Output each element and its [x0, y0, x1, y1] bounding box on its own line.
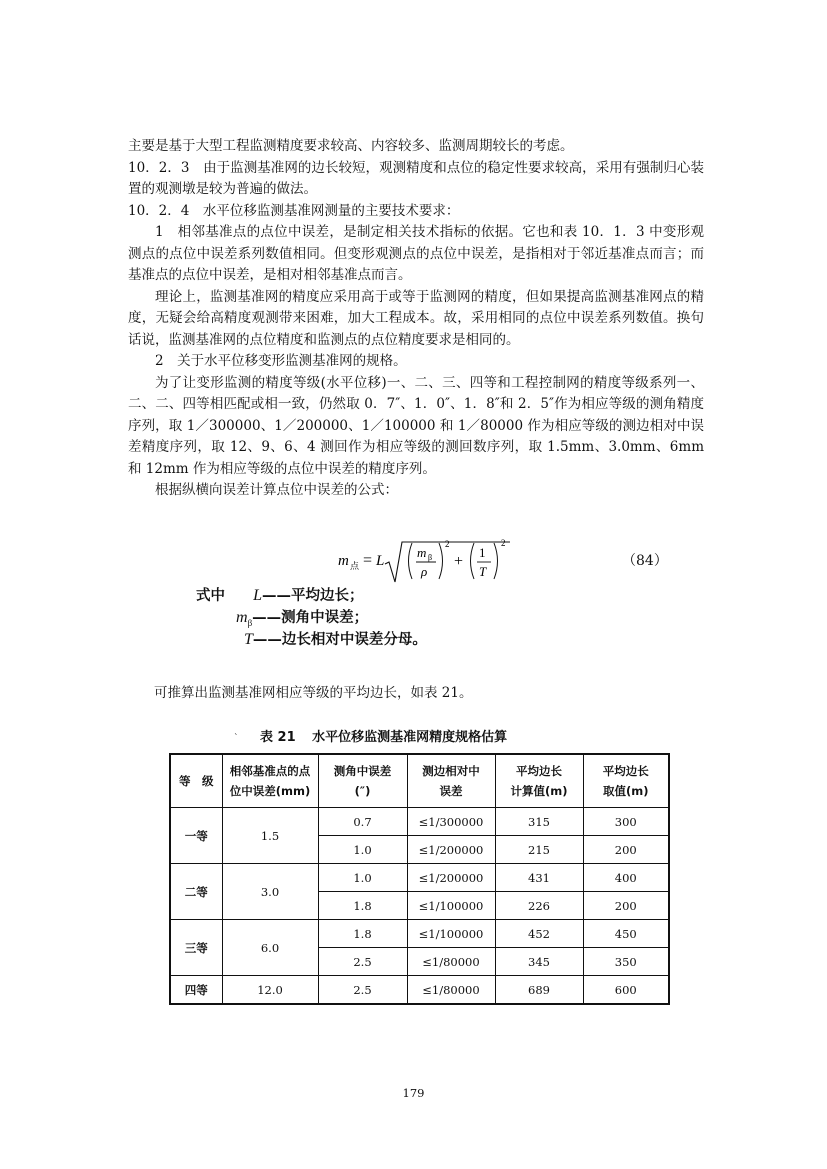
cell-point-error: 1.5 [222, 808, 318, 864]
cell-angle: 1.8 [318, 892, 407, 920]
paren-close-1 [439, 543, 443, 579]
definition-symbol-sub: β [247, 617, 253, 628]
cell-angle: 1.8 [318, 920, 407, 948]
paren-open-2 [471, 543, 475, 579]
table-row [170, 808, 669, 836]
definition-desc: ——测角中误差； [252, 610, 369, 626]
formula-exponent-1: 2 [445, 539, 450, 549]
cell-calc: 226 [495, 892, 583, 920]
definition-desc: ——边长相对中误差分母。 [252, 632, 427, 648]
table-caption-title: 水平位移监测基准网精度规格估算 [312, 730, 508, 745]
precision-spec-table [169, 753, 670, 1005]
cell-grade: 二等 [170, 864, 222, 920]
definition-row-l [196, 585, 427, 607]
formula-frac2-den: T [479, 564, 487, 579]
definition-symbol: L [253, 587, 263, 604]
cell-side: ≤1/100000 [407, 892, 495, 920]
table-row [170, 976, 669, 1005]
page-number: 179 [402, 1086, 425, 1100]
formula-frac1-num: m [417, 545, 427, 560]
paragraph-2: 10．2．3 由于监测基准网的边长较短，观测精度和点位的稳定性要求较高，采用有强制归心装置的观测墩是较为普遍的做法。 [128, 159, 704, 197]
definition-symbol: m [236, 609, 248, 626]
formula-factor-l: L [376, 553, 385, 569]
header-side-error: 测边相对中 误差 [407, 754, 495, 808]
cell-angle: 1.0 [318, 836, 407, 864]
cell-calc: 345 [495, 948, 583, 976]
cell-point-error: 12.0 [222, 976, 318, 1005]
definition-symbol: T [244, 631, 253, 648]
formula-exponent-2: 2 [501, 538, 506, 548]
header-angle-error: 测角中误差 (″) [318, 754, 407, 808]
cell-side: ≤1/80000 [407, 976, 495, 1005]
cell-side: ≤1/300000 [407, 808, 495, 836]
formula-lhs-subscript: 点 [350, 561, 360, 571]
cell-side: ≤1/100000 [407, 920, 495, 948]
cell-angle: 2.5 [318, 948, 407, 976]
formula-frac2-num: 1 [479, 545, 486, 560]
cell-calc: 215 [495, 836, 583, 864]
definition-desc: ——平均边长； [262, 588, 364, 604]
cell-side: ≤1/200000 [407, 836, 495, 864]
table-caption [260, 726, 600, 745]
cell-taken: 200 [583, 836, 669, 864]
formula-graphic [328, 538, 528, 586]
cell-taken: 300 [583, 808, 669, 836]
equation-number: （84） [622, 553, 668, 569]
cell-angle: 1.0 [318, 864, 407, 892]
definition-row-m-beta [196, 607, 427, 629]
header-point-error: 相邻基准点的点 位中误差(mm) [222, 754, 318, 808]
table-row [170, 920, 669, 948]
cell-calc: 689 [495, 976, 583, 1005]
cell-angle: 2.5 [318, 976, 407, 1005]
paragraph-5: 理论上，监测基准网的精度应采用高于或等于监测网的精度，但如果提高监测基准网点的精度，无疑会给高精度观测带来困难，加大工程成本。故，采用相同的点位中误差系列数值。换句话说，监测基准网的点位精度和监测点的点位精度要求是相同的。 [128, 288, 704, 348]
paren-open-1 [409, 543, 413, 579]
formula-lhs-symbol: m [338, 553, 349, 569]
cell-grade: 四等 [170, 976, 222, 1005]
paragraph-3: 10．2．4 水平位移监测基准网测量的主要技术要求： [128, 202, 460, 219]
where-lead: 式中 [196, 588, 225, 604]
cell-taken: 200 [583, 892, 669, 920]
cell-calc: 452 [495, 920, 583, 948]
formula-frac1-den: ρ [421, 564, 428, 579]
paragraph-8: 根据纵横向误差计算点位中误差的公式： [155, 482, 398, 498]
cell-taken: 450 [583, 920, 669, 948]
cell-calc: 431 [495, 864, 583, 892]
cell-point-error: 3.0 [222, 864, 318, 920]
header-avg-taken: 平均边长 取值(m) [583, 754, 669, 808]
formula-frac1-num-sub: β [428, 553, 433, 562]
table-reference-text: 可推算出监测基准网相应等级的平均边长，如表 21。 [154, 685, 473, 701]
formula-equals: = [363, 552, 373, 569]
scan-speck: ` [234, 734, 239, 744]
table-row [170, 864, 669, 892]
cell-taken: 350 [583, 948, 669, 976]
formula-plus: + [454, 553, 464, 570]
paragraph-1: 主要是基于大型工程监测精度要求较高、内容较多、监测周期较长的考虑。 [128, 138, 574, 154]
paragraph-4: 1 相邻基准点的点位中误差，是制定相关技术指标的依据。它也和表 10．1．3 中变形观测点的点位中误差系列数值相同。但变形观测点的点位中误差，是指相对于邻近基准点而言；而基准点的点位中误差，是相对相邻基准点而言。 [128, 224, 704, 283]
cell-point-error: 6.0 [222, 920, 318, 976]
header-grade: 等 级 [170, 754, 222, 808]
cell-side: ≤1/200000 [407, 864, 495, 892]
cell-taken: 400 [583, 864, 669, 892]
cell-calc: 315 [495, 808, 583, 836]
formula-84 [328, 538, 528, 586]
table-caption-number: 表 21 [260, 730, 296, 745]
symbol-definitions [196, 585, 427, 651]
body-text [128, 136, 704, 502]
paragraph-6: 2 关于水平位移变形监测基准网的规格。 [155, 353, 407, 369]
cell-grade: 三等 [170, 920, 222, 976]
cell-side: ≤1/80000 [407, 948, 495, 976]
paragraph-7: 为了让变形监测的精度等级(水平位移)一、二、三、四等和工程控制网的精度等级系列一、二、二、四等相匹配或相一致，仍然取 0．7″、1．0″、1．8″和 2．5″作为相应等级的测角精度序列，取 1／300000、1／200000、1／100000 和 1／80000 作为相应等级的测边相对中误差精度序列，取 12、9、6、4 测回作为相应等级的测回数序列，取 1.5mm、3.0mm、6mm 和 12mm 作为相应等级的点位中误差的精度序列。 [128, 374, 704, 477]
table-header-row [170, 754, 669, 808]
paren-close-2 [494, 543, 498, 579]
cell-taken: 600 [583, 976, 669, 1005]
header-avg-calc: 平均边长 计算值(m) [495, 754, 583, 808]
cell-angle: 0.7 [318, 808, 407, 836]
definition-row-t [196, 629, 427, 651]
cell-grade: 一等 [170, 808, 222, 864]
